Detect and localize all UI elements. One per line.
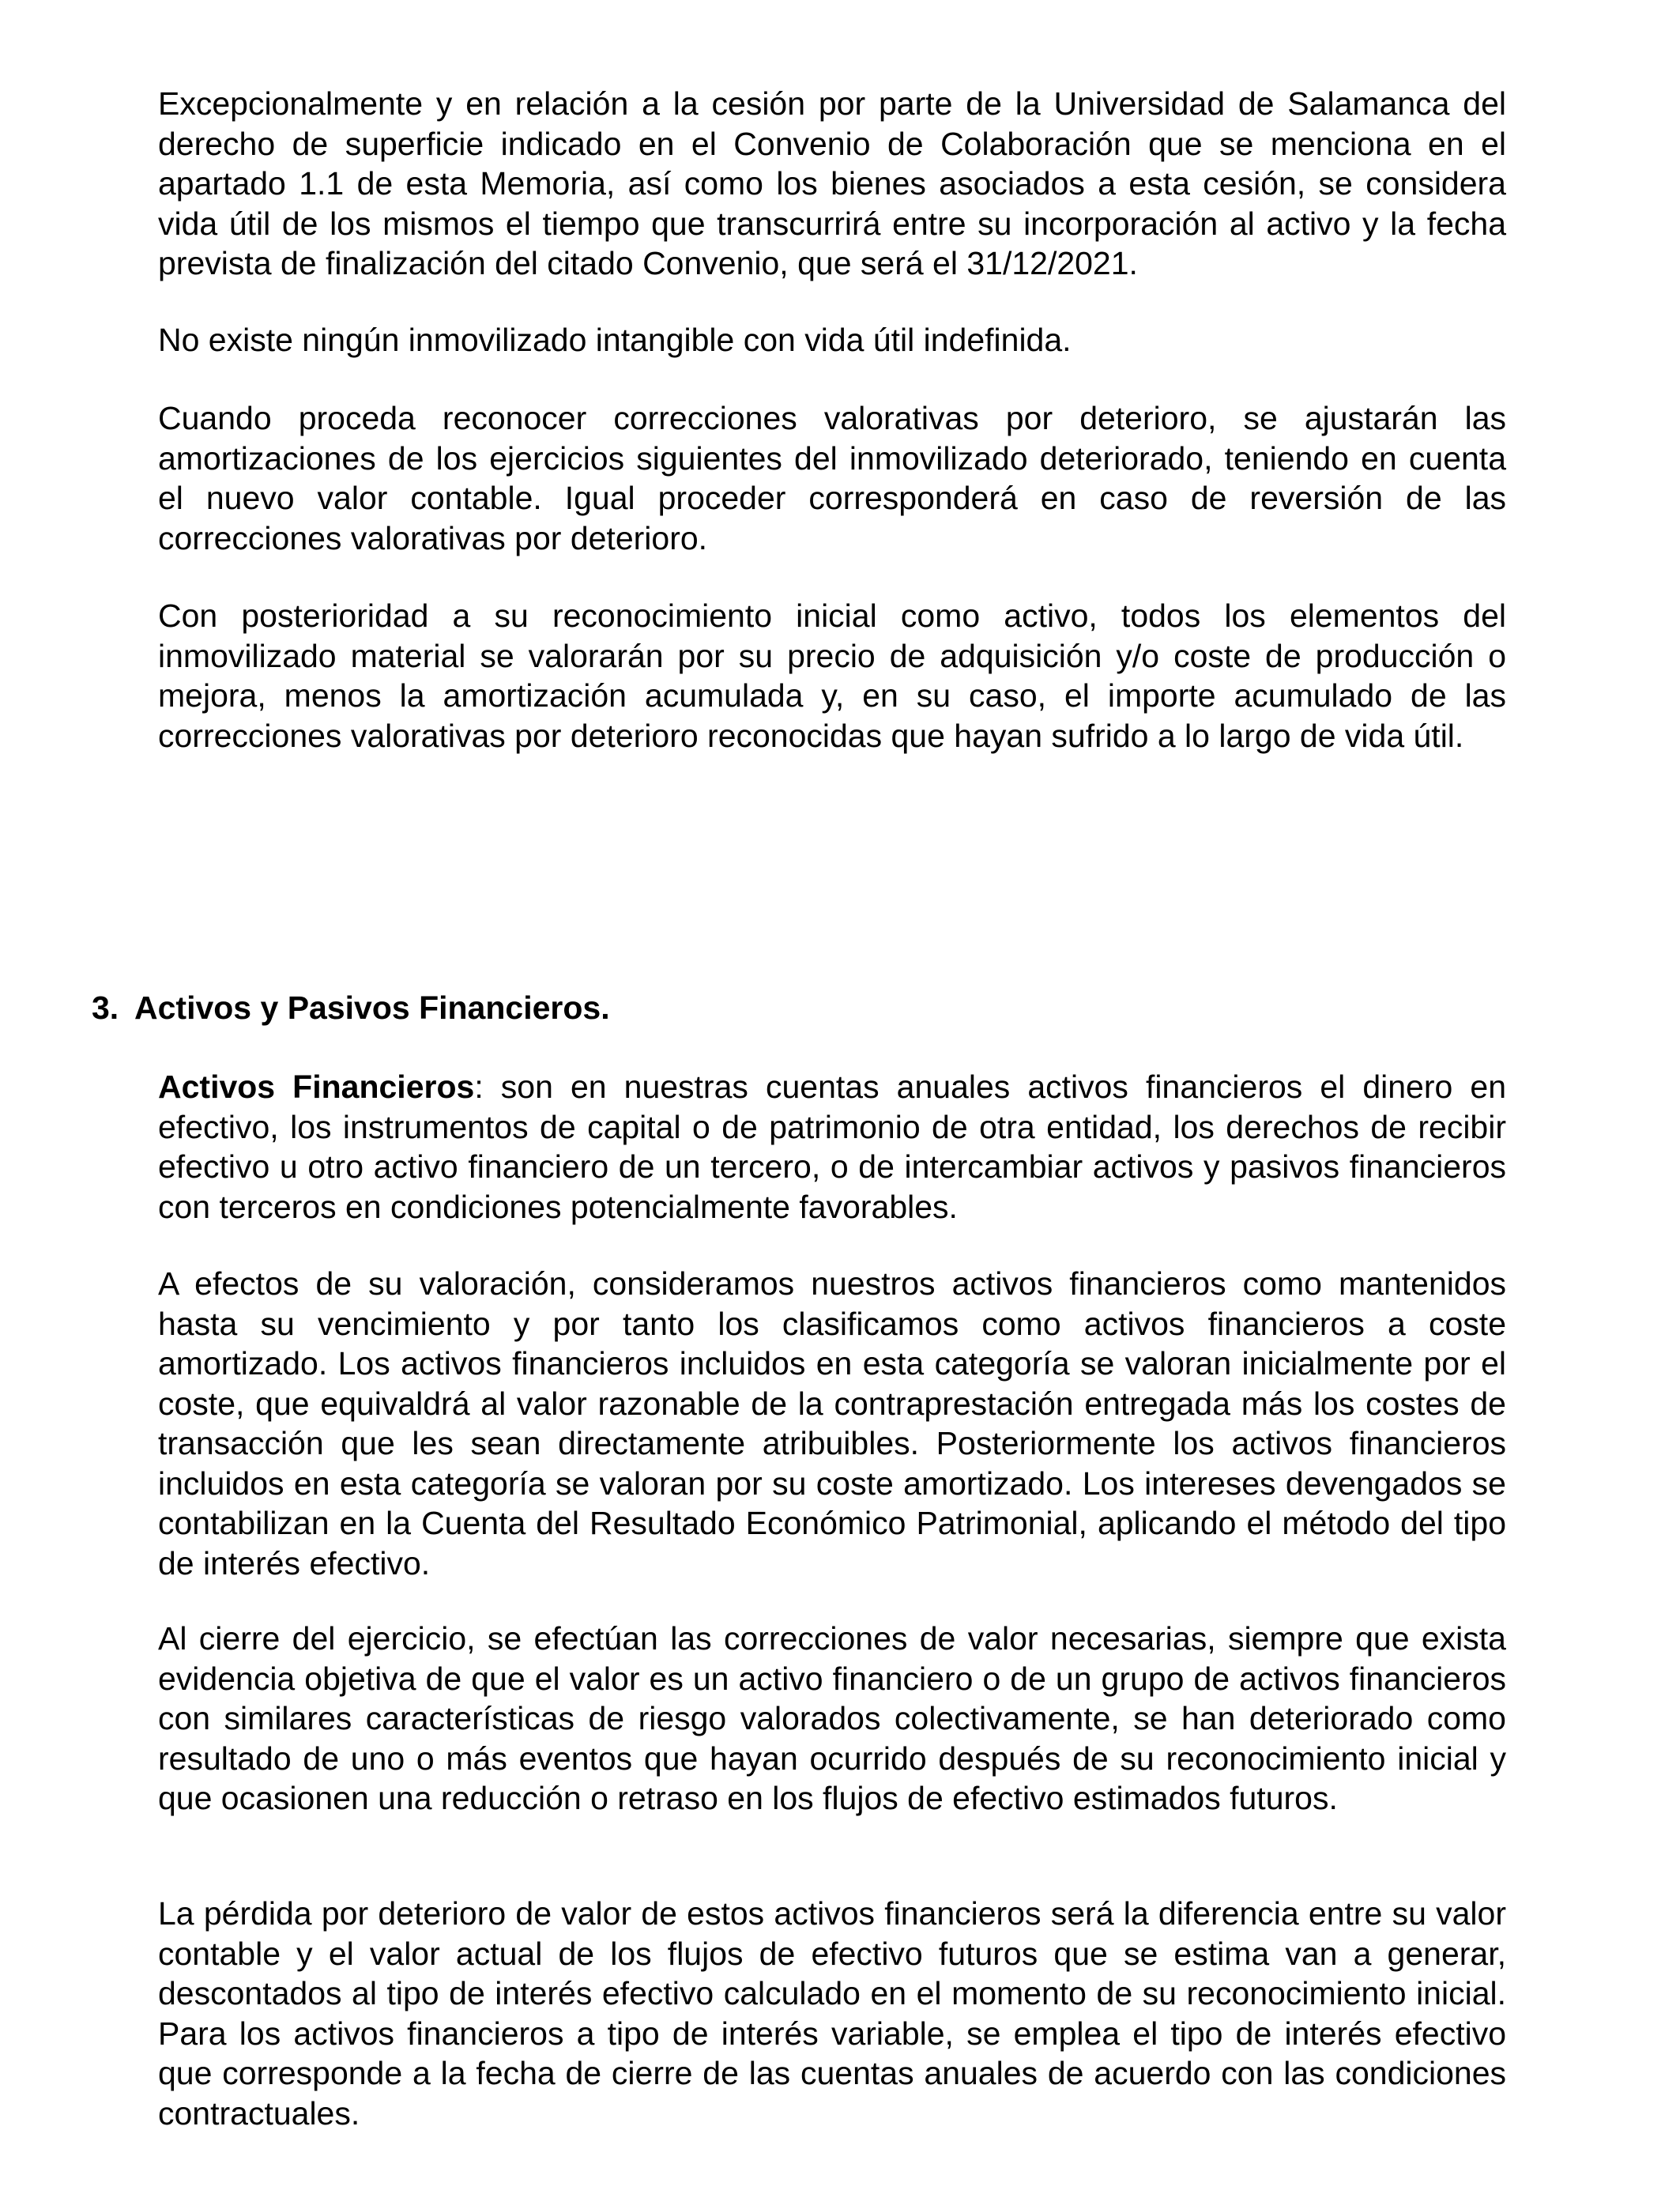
paragraph-valoracion-coste-amortizado: A efectos de su valoración, consideramos nuestros activos financieros como mantenidos hasta su vencimiento y por tanto los clasificamos como activos financieros a coste amortizado. Los activos financieros incluidos en esta categoría se valoran inicialmente por el coste, que equivaldrá al valor razonable de la contraprestación entregada más los costes de transacción que les sean directamente atribuibles. Posteriormente los activos financieros incluidos en esta categoría se valoran por su coste amortizado. Los intereses devengados se contabilizan en la Cuenta del Resultado Económico Patrimonial, aplicando el método del tipo de interés efectivo. bbox=[158, 1265, 1506, 1581]
section-title: Activos y Pasivos Financieros. bbox=[134, 990, 610, 1026]
section-number: 3. bbox=[92, 990, 119, 1026]
paragraph-correcciones-deterioro: Cuando proceda reconocer correcciones valorativas por deterioro, se ajustarán las amortizaciones de los ejercicios siguientes del inmovilizado deteriorado, teniendo en cuenta el nuevo valor contable. Igual proceder corresponderá en caso de reversión de las correcciones valorativas por deterioro. bbox=[158, 400, 1506, 556]
defined-term: Activos Financieros bbox=[158, 1069, 475, 1105]
definition-text: : son en nuestras cuentas anuales activos financieros el dinero en efectivo, los instrumentos de capital o de patrimonio de otra entidad, los derechos de recibir efectivo u otro activo financiero de un tercero, o de intercambiar activos y pasivos financieros con terceros en condiciones potencialmente favorables. bbox=[158, 1069, 1506, 1225]
paragraph-definicion-activos-financieros bbox=[158, 1067, 1506, 1227]
paragraph-valoracion-posterior: Con posterioridad a su reconocimiento inicial como activo, todos los elementos del inmovilizado material se valorarán por su precio de adquisición y/o coste de producción o mejora, menos la amortización acumulada y, en su caso, el importe acumulado de las correcciones valorativas por deterioro reconocidas que hayan sufrido a lo largo de vida útil. bbox=[158, 598, 1506, 754]
paragraph-cierre-ejercicio: Al cierre del ejercicio, se efectúan las correcciones de valor necesarias, siempre que exista evidencia objetiva de que el valor es un activo financiero o de un grupo de activos financieros con similares características de riesgo valorados colectivamente, se han deteriorado como resultado de uno o más eventos que hayan ocurrido después de su reconocimiento inicial y que ocasionen una reducción o retraso en los flujos de efectivo estimados futuros. bbox=[158, 1620, 1506, 1816]
paragraph-intangible-indefinido: No existe ningún inmovilizado intangible con vida útil indefinida. bbox=[158, 322, 1072, 358]
paragraph-vida-util-convenio: Excepcionalmente y en relación a la cesión por parte de la Universidad de Salamanca del derecho de superficie indicado en el Convenio de Colaboración que se menciona en el apartado 1.1 de esta Memoria, así como los bienes asociados a esta cesión, se considera vida útil de los mismos el tiempo que transcurrirá entre su incorporación al activo y la fecha prevista de finalización del citado Convenio, que será el 31/12/2021. bbox=[158, 85, 1506, 281]
paragraph-perdida-deterioro: La pérdida por deterioro de valor de estos activos financieros será la diferencia entre su valor contable y el valor actual de los flujos de efectivo futuros que se estima van a generar, descontados al tipo de interés efectivo calculado en el momento de su reconocimiento inicial. Para los activos financieros a tipo de interés variable, se emplea el tipo de interés efectivo que corresponde a la fecha de cierre de las cuentas anuales de acuerdo con las condiciones contractuales. bbox=[158, 1895, 1506, 2132]
section-heading bbox=[92, 988, 610, 1027]
